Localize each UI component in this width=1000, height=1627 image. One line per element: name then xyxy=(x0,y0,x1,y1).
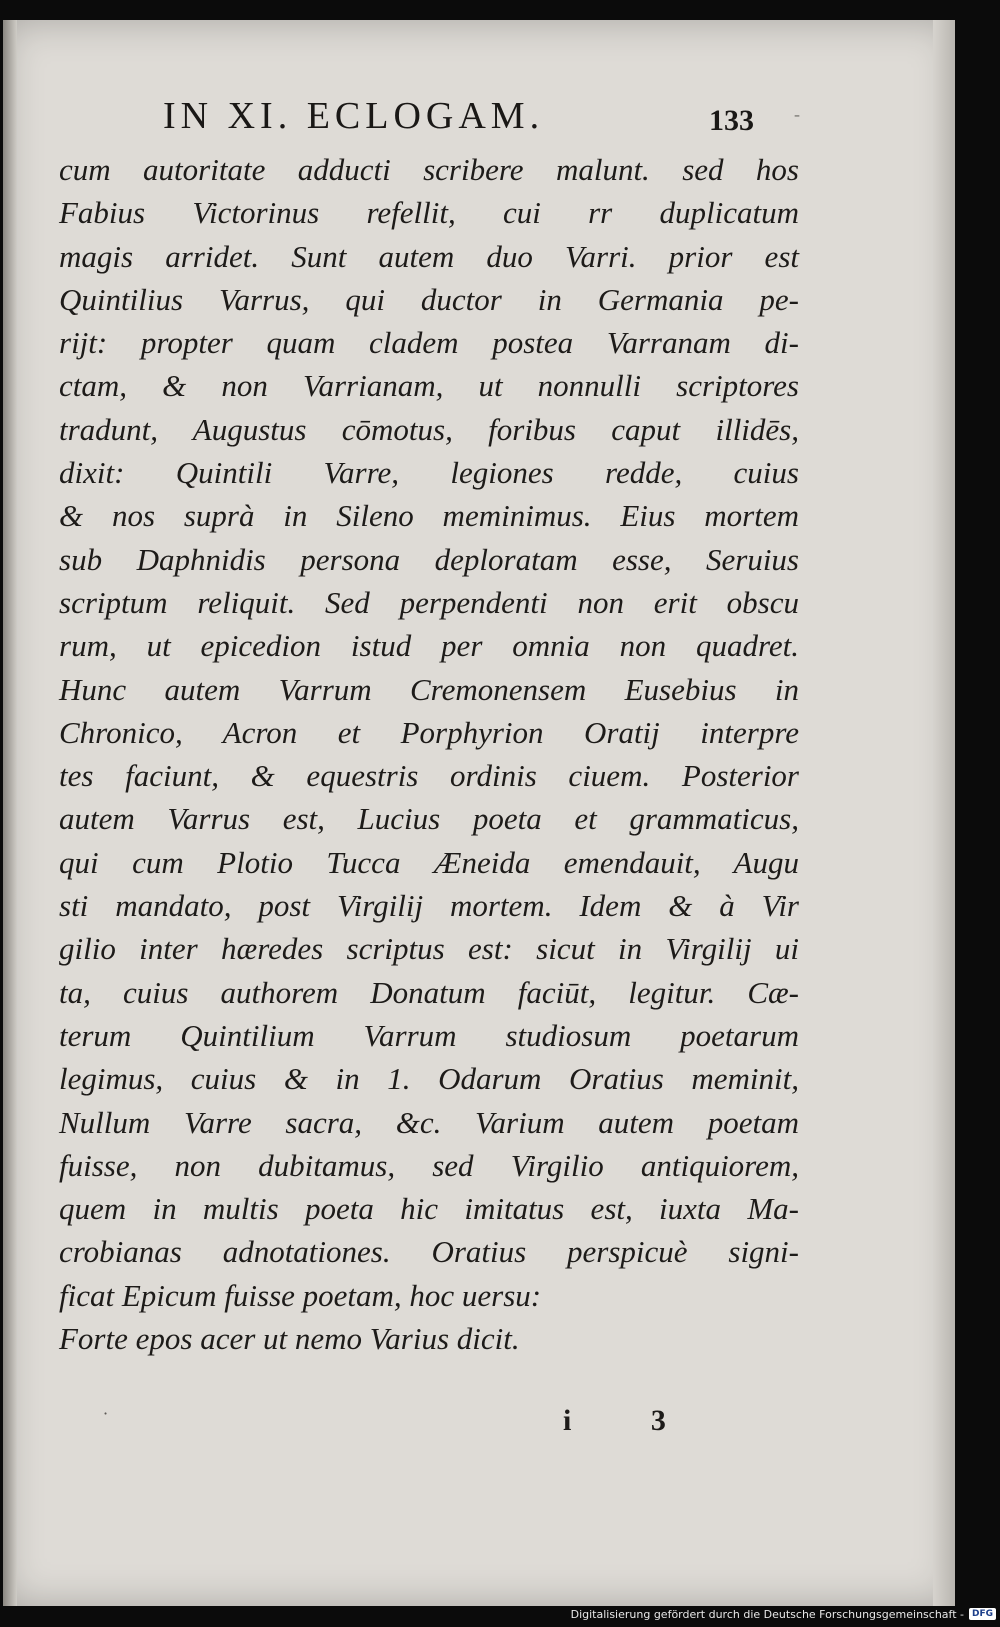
text-line: legimus, cuius & in 1. Odarum Oratius meminit, xyxy=(59,1061,799,1097)
text-line: Quintilius Varrus, qui ductor in Germania pe- xyxy=(59,281,799,317)
margin-mark: ˉ xyxy=(793,112,801,131)
footer-text: Digitalisierung gefördert durch die Deutsche Forschungsgemeinschaft - xyxy=(570,1607,964,1621)
text-line: Forte epos acer ut nemo Varius dicit. xyxy=(59,1321,520,1357)
text-line: Hunc autem Varrum Cremonensem Eusebius in xyxy=(59,671,799,707)
text-line: ctam, & non Varrianam, ut nonnulli scriptores xyxy=(59,368,799,404)
text-line: rum, ut epicedion istud per omnia non quadret. xyxy=(59,628,799,664)
page-number: 133 xyxy=(709,104,754,137)
signature-mark: i 3 xyxy=(563,1404,702,1437)
text-line: ta, cuius authorem Donatum faciūt, legitur. Cæ- xyxy=(59,974,799,1010)
ink-speck: · xyxy=(103,1404,109,1423)
text-line: tradunt, Augustus cōmotus, foribus caput illidēs, xyxy=(59,411,799,447)
text-line: fuisse, non dubitamus, sed Virgilio antiquiorem, xyxy=(59,1147,799,1183)
text-line: sti mandato, post Virgilij mortem. Idem & à Vir xyxy=(59,888,799,924)
text-line: crobianas adnotationes. Oratius perspicuè signi- xyxy=(59,1234,799,1270)
page-edge xyxy=(933,20,955,1606)
text-line: ficat Epicum fuisse poetam, hoc uersu: xyxy=(59,1277,542,1313)
text-line: magis arridet. Sunt autem duo Varri. prior est xyxy=(59,238,799,274)
text-line: gilio inter hæredes scriptus est: sicut in Virgilij ui xyxy=(59,931,799,967)
text-line: tes faciunt, & equestris ordinis ciuem. Posterior xyxy=(59,758,799,794)
text-line: sub Daphnidis persona deploratam esse, Seruius xyxy=(59,541,799,577)
text-line: Nullum Varre sacra, &c. Varium autem poetam xyxy=(59,1104,799,1140)
page-gutter-shadow xyxy=(3,20,17,1606)
text-line: terum Quintilium Varrum studiosum poetarum xyxy=(59,1017,799,1053)
text-line: qui cum Plotio Tucca Æneida emendauit, Augu xyxy=(59,844,799,880)
body-text xyxy=(59,148,799,1360)
text-line: autem Varrus est, Lucius poeta et grammaticus, xyxy=(59,801,799,837)
footer xyxy=(571,1605,996,1623)
book-page xyxy=(3,20,955,1606)
text-line: cum autoritate adducti scribere malunt. sed hos xyxy=(59,152,799,187)
text-line: & nos suprà in Sileno meminimus. Eius mortem xyxy=(59,498,799,534)
text-line: Fabius Victorinus refellit, cui rr duplicatum xyxy=(59,195,799,231)
text-line: quem in multis poeta hic imitatus est, iuxta Ma- xyxy=(59,1191,799,1227)
running-head xyxy=(3,82,955,142)
text-line: rijt: propter quam cladem postea Varranam di- xyxy=(59,325,799,361)
text-line: Chronico, Acron et Porphyrion Oratij interpre xyxy=(59,714,799,750)
dfg-logo-icon: DFG xyxy=(969,1608,996,1620)
text-line: scriptum reliquit. Sed perpendenti non erit obscu xyxy=(59,584,799,620)
text-line: dixit: Quintili Varre, legiones redde, cuius xyxy=(59,455,799,491)
running-title: IN XI. ECLOGAM. xyxy=(163,95,545,137)
